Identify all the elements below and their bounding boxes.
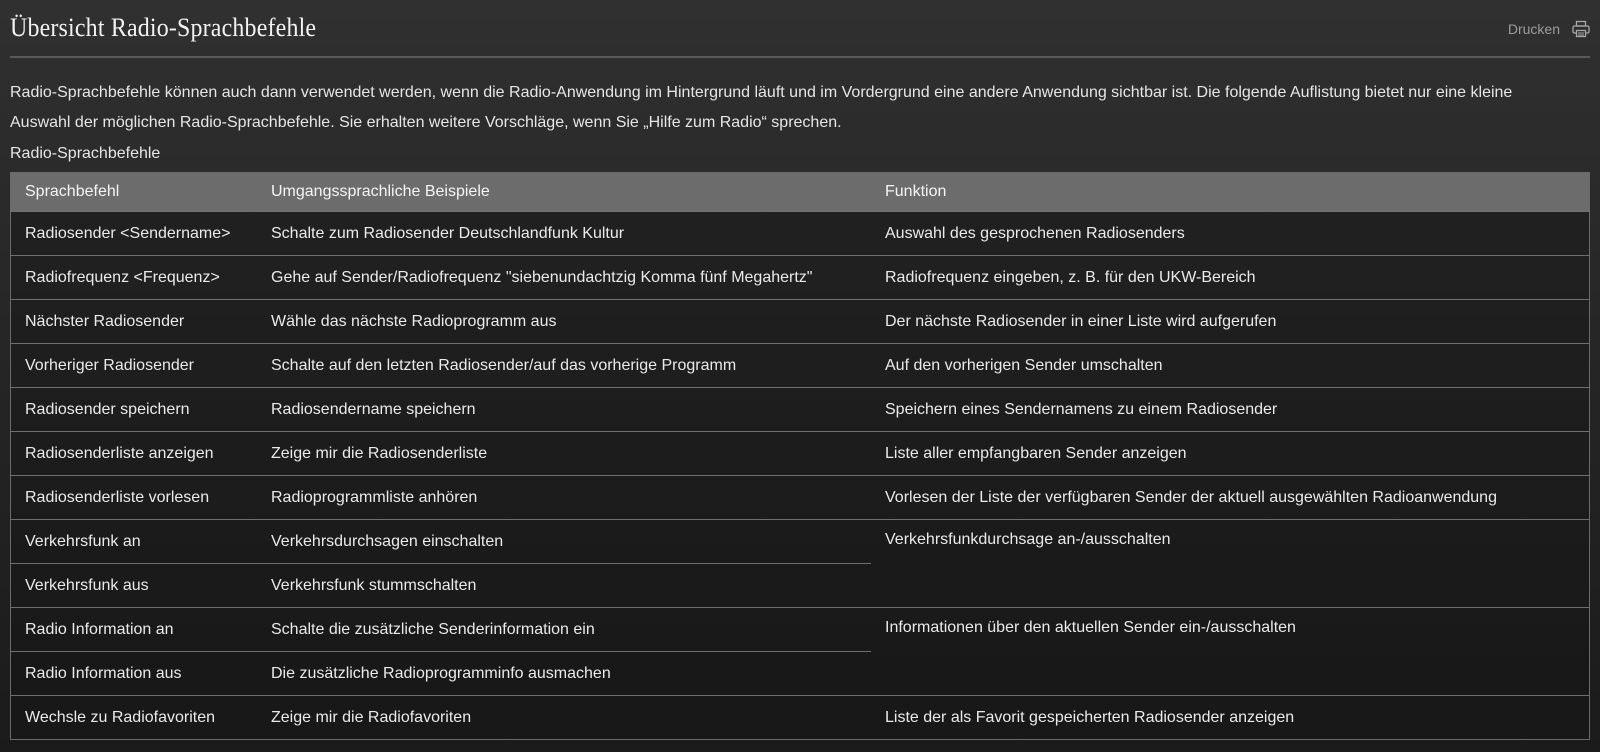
page-header xyxy=(10,0,1590,58)
command-cell: Radiosender <Sendername> xyxy=(11,212,258,256)
function-cell: Verkehrsfunkdurchsage an-/ausschalten xyxy=(871,520,1590,608)
table-row xyxy=(11,300,1590,344)
table-row xyxy=(11,344,1590,388)
command-cell: Radiosenderliste vorlesen xyxy=(11,476,258,520)
command-cell: Radio Information an xyxy=(11,608,258,652)
example-cell: Die zusätzliche Radioprogramminfo ausmachen xyxy=(257,652,871,696)
function-cell: Vorlesen der Liste der verfügbaren Sender der aktuell ausgewählten Radioanwendung xyxy=(871,476,1590,520)
printer-icon[interactable] xyxy=(1572,20,1590,38)
function-cell: Radiofrequenz eingeben, z. B. für den UKW-Bereich xyxy=(871,256,1590,300)
column-header-command: Sprachbefehl xyxy=(11,173,258,212)
example-cell: Verkehrsfunk stummschalten xyxy=(257,564,871,608)
command-cell: Verkehrsfunk aus xyxy=(11,564,258,608)
function-cell: Informationen über den aktuellen Sender ein-/ausschalten xyxy=(871,608,1590,696)
command-cell: Radiosender speichern xyxy=(11,388,258,432)
function-cell: Auswahl des gesprochenen Radiosenders xyxy=(871,212,1590,256)
table-row xyxy=(11,696,1590,740)
example-cell: Radioprogrammliste anhören xyxy=(257,476,871,520)
table-row xyxy=(11,476,1590,520)
example-cell: Schalte die zusätzliche Senderinformation ein xyxy=(257,608,871,652)
example-cell: Gehe auf Sender/Radiofrequenz "siebenundachtzig Komma fünf Megahertz" xyxy=(257,256,871,300)
table-row xyxy=(11,388,1590,432)
column-header-function: Funktion xyxy=(871,173,1590,212)
print-button[interactable] xyxy=(1508,20,1590,38)
table-row xyxy=(11,608,1590,652)
function-cell: Der nächste Radiosender in einer Liste wird aufgerufen xyxy=(871,300,1590,344)
command-cell: Wechsle zu Radiofavoriten xyxy=(11,696,258,740)
command-cell: Radiosenderliste anzeigen xyxy=(11,432,258,476)
table-row xyxy=(11,520,1590,564)
print-label[interactable]: Drucken xyxy=(1507,21,1560,37)
function-cell: Liste aller empfangbaren Sender anzeigen xyxy=(871,432,1590,476)
example-cell: Zeige mir die Radiofavoriten xyxy=(257,696,871,740)
example-cell: Wähle das nächste Radioprogramm aus xyxy=(257,300,871,344)
table-row xyxy=(11,256,1590,300)
voice-command-table xyxy=(10,172,1590,740)
page-title: Übersicht Radio-Sprachbefehle xyxy=(10,13,317,42)
example-cell: Schalte zum Radiosender Deutschlandfunk Kultur xyxy=(257,212,871,256)
intro-paragraph: Radio-Sprachbefehle können auch dann verwendet werden, wenn die Radio-Anwendung im Hintergrund läuft und im Vordergrund eine andere Anwendung sichtbar ist. Die folgende Auflistung bietet nur eine kleine Auswahl der möglichen Radio-Sprachbefehle. Sie erhalten weitere Vorschläge, wenn Sie „Hilfe zum Radio“ sprechen. xyxy=(10,84,1513,131)
function-cell: Auf den vorherigen Sender umschalten xyxy=(871,344,1590,388)
table-row xyxy=(11,432,1590,476)
command-cell: Vorheriger Radiosender xyxy=(11,344,258,388)
column-header-examples: Umgangssprachliche Beispiele xyxy=(257,173,871,212)
command-cell: Radio Information aus xyxy=(11,652,258,696)
command-cell: Nächster Radiosender xyxy=(11,300,258,344)
command-cell: Radiofrequenz <Frequenz> xyxy=(11,256,258,300)
table-header-row xyxy=(11,173,1590,212)
example-cell: Radiosendername speichern xyxy=(257,388,871,432)
function-cell: Speichern eines Sendernamens zu einem Radiosender xyxy=(871,388,1590,432)
example-cell: Verkehrsdurchsagen einschalten xyxy=(257,520,871,564)
example-cell: Schalte auf den letzten Radiosender/auf das vorherige Programm xyxy=(257,344,871,388)
command-cell: Verkehrsfunk an xyxy=(11,520,258,564)
table-caption: Radio-Sprachbefehle xyxy=(10,145,161,162)
example-cell: Zeige mir die Radiosenderliste xyxy=(257,432,871,476)
table-row xyxy=(11,212,1590,256)
function-cell: Liste der als Favorit gespeicherten Radiosender anzeigen xyxy=(871,696,1590,740)
